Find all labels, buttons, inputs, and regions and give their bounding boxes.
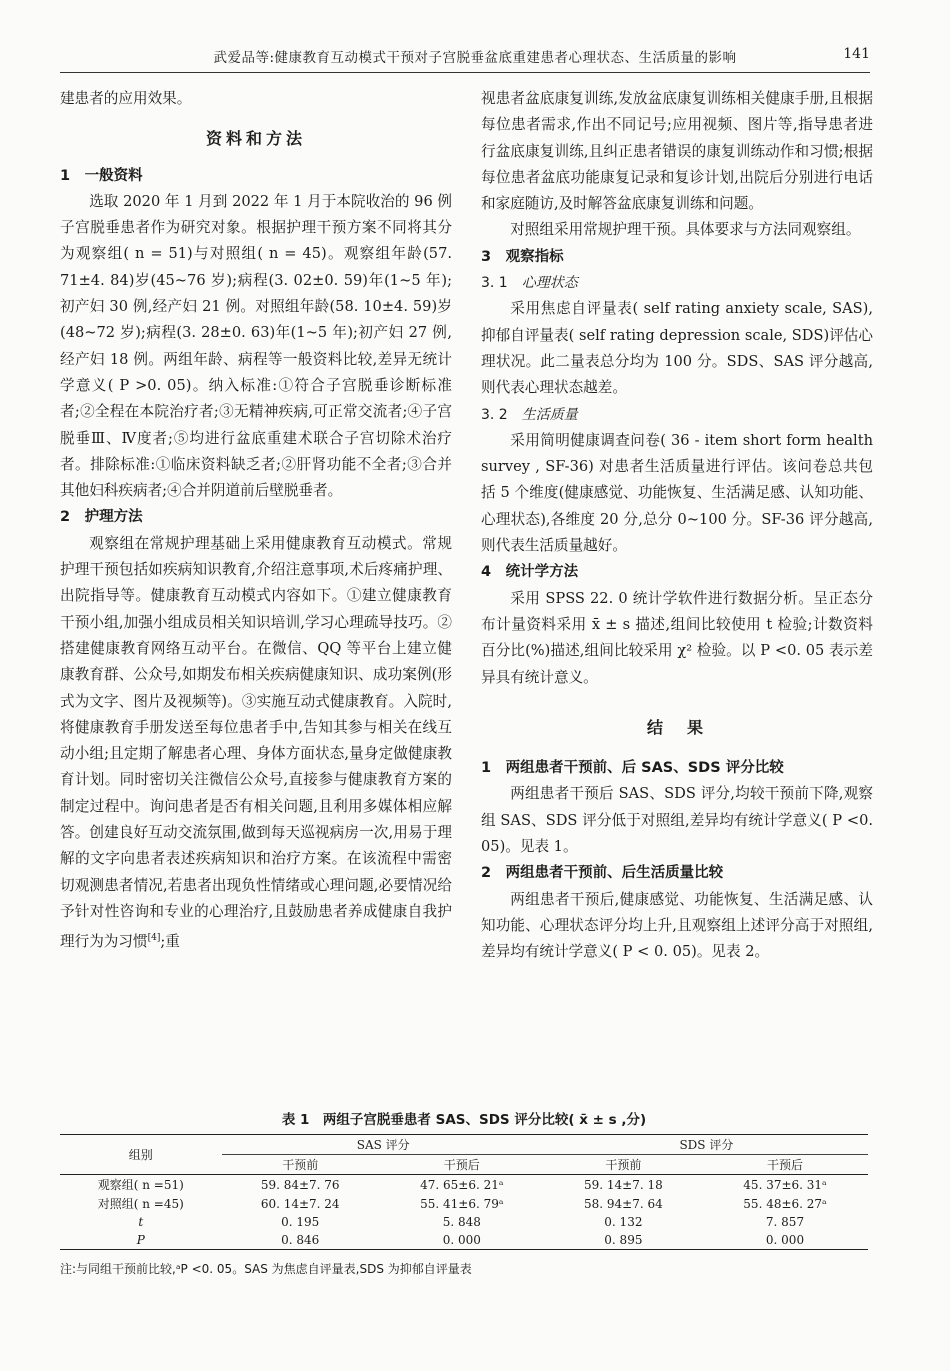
paragraph-general-data: 选取 2020 年 1 月到 2022 年 1 月于本院收治的 96 例子宫脱垂患者作为研究对象。根据护理干预方案不同将其分为观察组( n = 51)与对照组( n = 45)。观察组年龄(57. 71±4. 84)岁(45~76 岁);病程(3. 02±0. 59)年(1~5 年);初产妇 30 例,经产妇 21 例。对照组年龄(58. 10±4. 59)岁(48~72 岁);病程(3. 28±0. 63)年(1~5 年);初产妇 27 例,经产妇 18 例。两组年龄、病程等一般资料比较,差异无统计学意义( P >0. 05)。纳入标准:①符合子宫脱垂诊断标准者;②全程在本院治疗者;③无精神疾病,可正常交流者;④子宫脱垂Ⅲ、Ⅳ度者;⑤均进行盆底重建术联合子宫切除术治疗者。排除标准:①临床资料缺乏者;②肝肾功能不全者;③合并其他妇科疾病者;④合并阴道前后壁脱垂者。 [60,192,452,500]
section-title-results: 结 果 [646,717,707,737]
cell-value: 0. 132 [604,1215,643,1229]
cell-value: 47. 65±6. 21ᵃ [420,1177,504,1192]
cell-value: 0. 195 [281,1215,320,1229]
header-sas-pre: 干预前 [222,1155,379,1175]
row-label: 对照组( n =45) [97,1197,184,1211]
heading-indicators: 3 观察指标 [481,248,564,265]
paragraph-result-2: 两组患者干预后,健康感觉、功能恢复、生活满足感、认知功能、心理状态评分均上升,且观察组上述评分高于对照组,差异均有统计学意义( P < 0. 05)。见表 2。 [481,890,873,961]
row-label: 观察组( n =51) [97,1178,184,1192]
paragraph-result-1: 两组患者干预后 SAS、SDS 评分,均较干预前下降,观察组 SAS、SDS 评分低于对照组,差异均有统计学意义( P <0. 05)。见表 1。 [481,785,873,856]
paragraph-intro-end: 建患者的应用效果。 [60,90,192,107]
paragraph-psych-state: 采用焦虑自评量表( self rating anxiety scale, SAS),抑郁自评量表( self rating depression scale, SDS)评估心理状况。此二量表总分均为 100 分。SDS、SAS 评分越高,则代表心理状态越差。 [481,300,873,397]
cell-value: 59. 14±7. 18 [584,1177,663,1192]
cell-value: 0. 000 [379,1231,545,1250]
reference-4[interactable]: [4] [147,933,161,944]
heading-qol-num: 3. 2 [481,406,522,423]
cell-value: 45. 37±6. 31ᵃ [743,1177,827,1192]
cell-value: 0. 846 [222,1231,379,1250]
left-column [60,86,452,955]
cell-value: 5. 848 [442,1215,481,1229]
table-note: 注:与同组干预前比较,ᵃP <0. 05。SAS 为焦虑自评量表,SDS 为抑郁自评量表 [60,1262,472,1276]
cell-value: 59. 84±7. 76 [260,1177,340,1192]
heading-quality-of-life [481,402,873,428]
table-row [60,1213,868,1231]
heading-psych-num: 3. 1 [481,275,522,292]
heading-result-2: 2 两组患者干预前、后生活质量比较 [481,865,724,882]
paragraph-nursing-end: ;重 [160,933,180,951]
cell-value: 55. 48±6. 27ᵃ [743,1196,827,1211]
heading-general-data: 1 一般资料 [60,167,143,184]
section-title-methods: 资料和方法 [205,129,306,149]
cell-value: 55. 41±6. 79ᵃ [420,1196,504,1211]
heading-statistics: 4 统计学方法 [481,564,579,581]
paragraph-quality-of-life: 采用简明健康调查问卷( 36 - item short form health survey , SF-36) 对患者生活质量进行评估。该问卷总共包括 5 个维度(健康感觉、功能恢复、生活满足感、认知功能、心理状态),各维度 20 分,总分 0~100 分。SF-36 评分越高,则代表生活质量越好。 [481,431,873,555]
header-sds-pre: 干预前 [545,1155,702,1175]
heading-psych-title: 心理状态 [521,275,578,292]
cell-value: 58. 94±7. 64 [584,1196,663,1211]
cell-value: 60. 14±7. 24 [260,1196,340,1211]
heading-nursing-method: 2 护理方法 [60,509,143,526]
header-sds: SDS 评分 [545,1135,868,1155]
running-title: 武爱品等:健康教育互动模式干预对子宫脱垂盆底重建患者心理状态、生活质量的影响 [213,50,737,66]
paragraph-nursing-continued: 视患者盆底康复训练,发放盆底康复训练相关健康手册,且根据每位患者需求,作出不同记号;应用视频、图片等,指导患者进行盆底康复训练,且纠正患者错误的康复训练动作和习惯;根据每位患者盆底功能康复记录和复诊计划,出院后分别进行电话和家庭随访,及时解答盆底康复训练和问题。 [481,90,873,213]
cell-value: 0. 895 [545,1231,702,1250]
heading-qol-title: 生活质量 [521,406,578,423]
heading-result-1: 1 两组患者干预前、后 SAS、SDS 评分比较 [481,760,784,777]
row-label: t [138,1215,144,1229]
paragraph-control-group: 对照组采用常规护理干预。具体要求与方法同观察组。 [510,221,861,239]
heading-psych-state [481,270,873,296]
header-rule [60,72,870,73]
paragraph-statistics: 采用 SPSS 22. 0 统计学软件进行数据分析。呈正态分布计量资料采用 x̄ ± s 描述,组间比较使用 t 检验;计数资料百分比(%)描述,组间比较采用 χ² 检验。以 P <0. 05 表示差异具有统计意义。 [481,589,873,686]
table-row [60,1194,868,1213]
right-column [481,86,873,966]
row-label: P [60,1231,222,1250]
table-row [60,1175,868,1195]
paragraph-nursing-text: 观察组在常规护理基础上采用健康教育互动模式。常规护理干预包括如疾病知识教育,介绍注意事项,术后疼痛护理、出院指导等。健康教育互动模式内容如下。①建立健康教育干预小组,加强小组成员相关知识培训,学习心理疏导技巧。②搭建健康教育网络互动平台。在微信、QQ 等平台上建立健康教育群、公众号,如期发布相关疾病健康知识、成功案例(形式为文字、图片及视频等)。③实施互动式健康教育。入院时,将健康教育手册发送至每位患者手中,告知其参与相关在线互动小组;且定期了解患者心理、身体方面状态,量身定做健康教育计划。同时密切关注微信公众号,直接参与健康教育方案的制定过程中。询问患者是否有相关问题,且利用多媒体相应解答。创建良好互动交流氛围,做到每天巡视病房一次,用易于理解的文字向患者表述疾病知识和治疗方案。在该流程中需密切观测患者情况,若患者出现负性情绪或心理问题,必要情况给予针对性咨询和专业的心理治疗,且鼓励患者养成健康自我护理行为为习惯 [60,534,452,951]
cell-value: 0. 000 [702,1231,868,1250]
table-row [60,1231,868,1250]
header-sas: SAS 评分 [222,1135,545,1155]
table-1 [60,1108,868,1277]
paragraph-nursing-method [60,531,452,956]
header-sds-post: 干预后 [702,1155,868,1175]
page-number: 141 [843,46,870,62]
header-group: 组别 [60,1135,222,1175]
header-sas-post: 干预后 [379,1155,545,1175]
cell-value: 7. 857 [765,1215,805,1229]
table-caption: 表 1 两组子宫脱垂患者 SAS、SDS 评分比较( x̄ ± s ,分) [281,1112,647,1128]
table-1-grid [60,1134,868,1250]
